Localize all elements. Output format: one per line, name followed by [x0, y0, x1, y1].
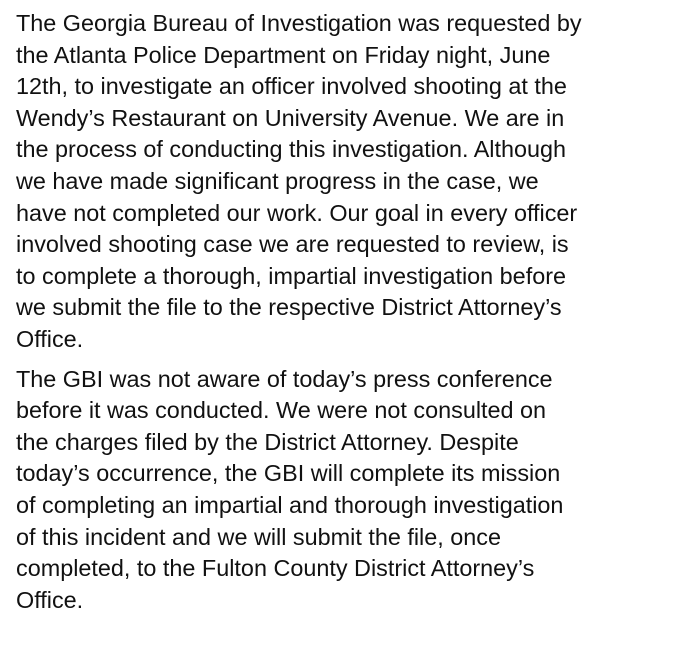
paragraph-line: The Georgia Bureau of Investigation was requested by [16, 10, 582, 36]
paragraph-line: today’s occurrence, the GBI will complete its mission [16, 460, 561, 487]
paragraph-line: involved shooting case we are requested to review, is [16, 231, 569, 258]
paragraph-line: have not completed our work. Our goal in every officer [16, 199, 578, 226]
paragraph-line: before it was conducted. We were not consulted on [16, 397, 547, 424]
paragraph-line: The GBI was not aware of today’s press conference [16, 365, 553, 392]
paragraph-line: Office. [16, 586, 84, 613]
paragraph-line: 12th, to investigate an officer involved shooting at the [16, 73, 567, 100]
paragraph-line: to complete a thorough, impartial investigation before [16, 262, 566, 289]
statement-document [16, 8, 668, 616]
paragraph-line: of this incident and we will submit the file, once [16, 523, 501, 550]
paragraph-line: Wendy’s Restaurant on University Avenue. We are in [16, 104, 565, 131]
paragraph-2 [16, 364, 668, 617]
paragraph-line: we submit the file to the respective District Attorney’s [16, 294, 562, 321]
paragraph-1 [16, 8, 668, 356]
paragraph-line: completed, to the Fulton County District Attorney’s [16, 555, 535, 582]
paragraph-line: of completing an impartial and thorough investigation [16, 491, 564, 518]
paragraph-line: Office. [16, 325, 84, 352]
paragraph-line: the Atlanta Police Department on Friday night, June [16, 41, 551, 68]
paragraph-line: the process of conducting this investigation. Although [16, 136, 567, 163]
paragraph-line: the charges filed by the District Attorney. Despite [16, 428, 519, 455]
paragraph-line: we have made significant progress in the case, we [16, 167, 539, 194]
